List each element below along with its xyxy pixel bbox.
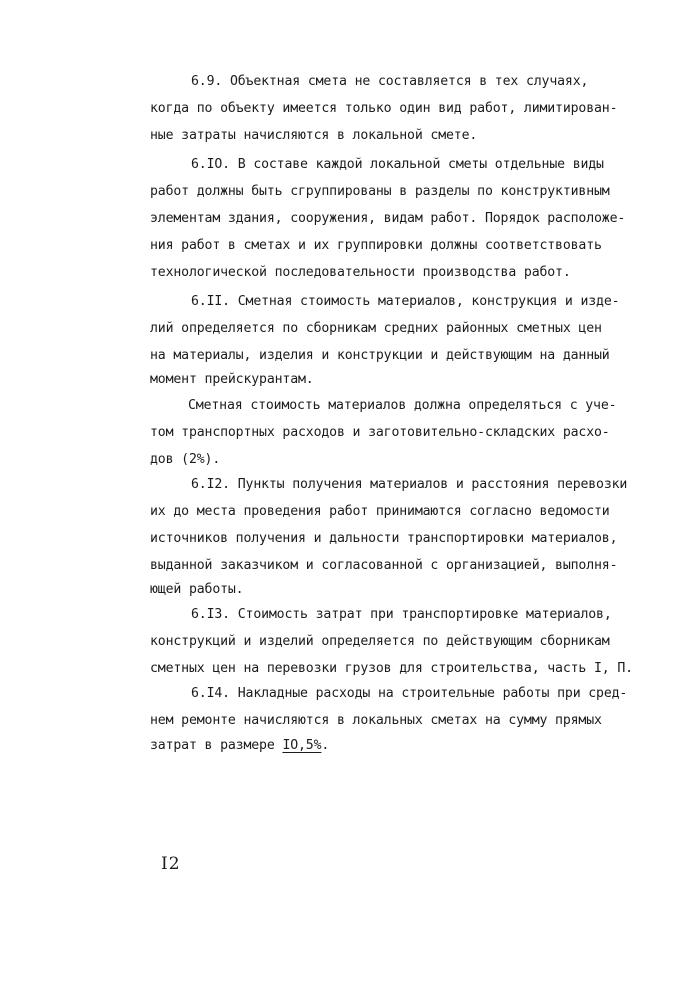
text-line: источников получения и дальности транспортировки материалов, — [150, 531, 618, 546]
text-line: технологической последовательности производства работ. — [150, 265, 571, 280]
text-line: том транспортных расходов и заготовительно-складских расхо- — [150, 425, 610, 440]
text-line: их до места проведения работ принимаются согласно ведомости — [150, 504, 610, 519]
text-line: выданной заказчиком и согласованной с организацией, выполня- — [150, 558, 618, 573]
page-number: I2 — [161, 854, 181, 874]
text-line: ные затраты начисляются в локальной смете. — [150, 128, 478, 143]
text-line: лий определяется по сборникам средних районных сметных цен — [150, 321, 602, 336]
text-line: на материалы, изделия и конструкции и действующим на данный — [150, 348, 610, 363]
text-line: 6.9. Объектная смета не составляется в тех случаях, — [191, 74, 589, 89]
text-line: 6.IO. В составе каждой локальной сметы отдельные виды — [191, 157, 604, 172]
text-line: ния работ в сметах и их группировки должны соответствовать — [150, 238, 602, 253]
text-line: нем ремонте начисляются в локальных сметах на сумму прямых — [150, 713, 602, 728]
text-line: момент прейскурантам. — [150, 372, 314, 387]
text-line: когда по объекту имеется только один вид работ, лимитирован- — [150, 101, 618, 116]
text-line: 6.I3. Стоимость затрат при транспортировке материалов, — [191, 607, 612, 622]
text-line: 6.I4. Накладные расходы на строительные работы при сред- — [191, 686, 628, 701]
text-line: 6.II. Сметная стоимость материалов, конструкция и изде- — [191, 294, 620, 309]
text-line: ющей работы. — [150, 582, 244, 597]
text-line: дов (2%). — [150, 452, 221, 467]
text-line: 6.I2. Пункты получения материалов и расстояния перевозки — [191, 477, 628, 492]
text-segment: . — [321, 738, 330, 753]
text-line: элементам здания, сооружения, видам работ. Порядок расположе- — [150, 211, 626, 226]
overhead-rate-value: IO,5% — [282, 738, 322, 753]
text-segment: затрат в размере — [150, 738, 283, 753]
text-line — [150, 738, 329, 754]
text-line: Сметная стоимость материалов должна определяться с уче- — [188, 398, 617, 413]
text-line: сметных цен на перевозки грузов для строительства, часть I, П. — [150, 661, 633, 676]
text-line: работ должны быть сгруппированы в разделы по конструктивным — [150, 184, 610, 199]
text-line: конструкций и изделий определяется по действующим сборникам — [150, 634, 610, 649]
